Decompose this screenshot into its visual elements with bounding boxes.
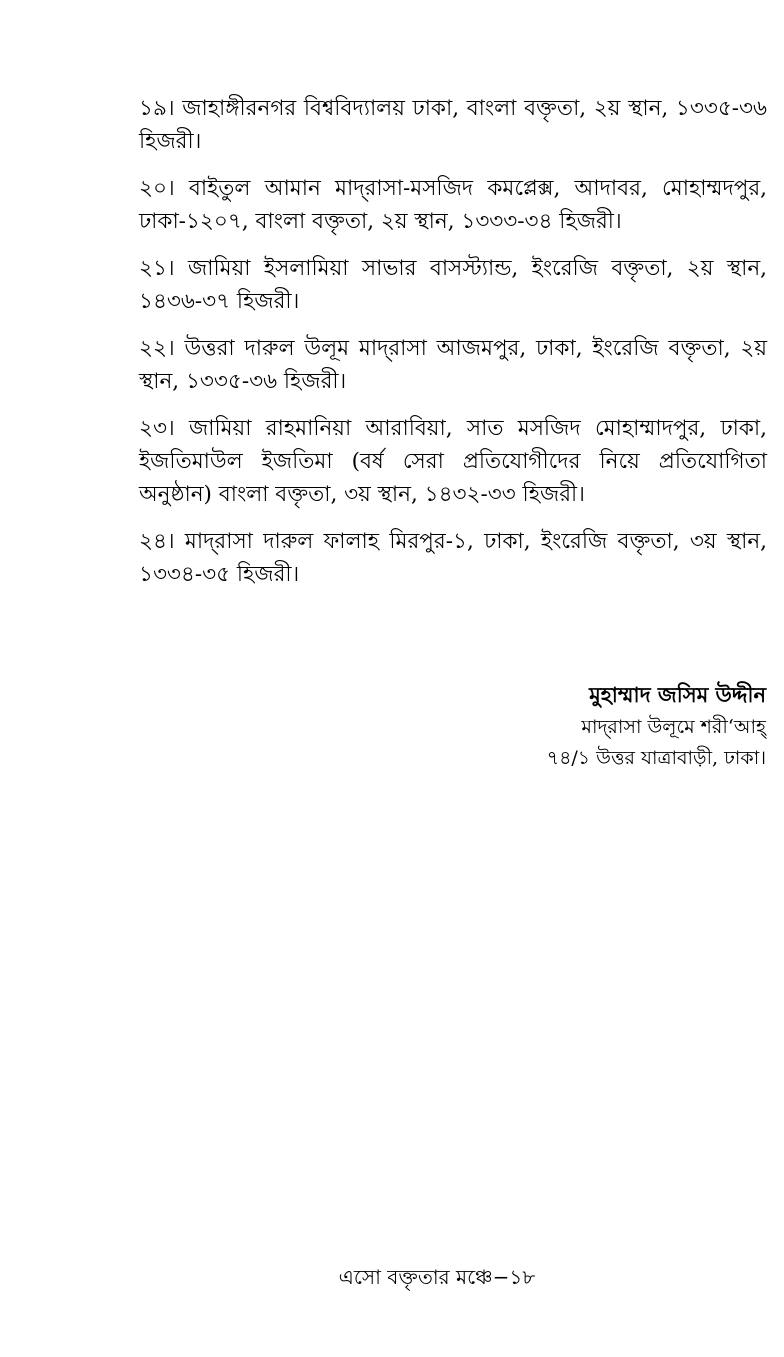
entry-list bbox=[139, 92, 767, 605]
signature-block bbox=[547, 678, 766, 774]
signature-address: ৭৪/১ উত্তর যাত্রাবাড়ী, ঢাকা। bbox=[546, 747, 766, 769]
list-item: ২১। জামিয়া ইসলামিয়া সাভার বাসস্ট্যান্ড, ইংরেজি বক্তৃতা, ২য় স্থান, ১৪৩৬-৩৭ হিজরী। bbox=[139, 256, 767, 314]
list-item: ২৩। জামিয়া রাহমানিয়া আরাবিয়া, সাত মসজিদ মোহাম্মাদপুর, ঢাকা, ইজতিমাউল ইজতিমা (বর্ষ সেরা প্রতিযোগীদের নিয়ে প্রতিযোগিতা অনুষ্ঠান) বাংলা বক্তৃতা, ৩য় স্থান, ১৪৩২-৩৩ হিজরী। bbox=[139, 416, 767, 507]
signature-institution: মাদ্‌রাসা উলূমে শরী‘আহ্ bbox=[581, 716, 766, 738]
list-item: ২০। বাইতুল আমান মাদ্‌রাসা-মসজিদ কমপ্লেক্স, আদাবর, মোহাম্মদপুর, ঢাকা-১২০৭, বাংলা বক্তৃতা, ২য় স্থান, ১৩৩৩-৩৪ হিজরী। bbox=[139, 176, 767, 234]
list-item: ২২। উত্তরা দারুল উলূম মাদ্‌রাসা আজমপুর, ঢাকা, ইংরেজি বক্তৃতা, ২য় স্থান, ১৩৩৫-৩৬ হিজরী। bbox=[139, 336, 767, 394]
signature-name: মুহাম্মাদ জসিম উদ্দীন bbox=[589, 682, 766, 707]
page-footer: এসো বক্তৃতার মঞ্চে−১৮ bbox=[338, 1265, 536, 1289]
list-item: ২৪। মাদ্‌রাসা দারুল ফালাহ মিরপুর-১, ঢাকা, ইংরেজি বক্তৃতা, ৩য় স্থান, ১৩৩৪-৩৫ হিজরী। bbox=[139, 529, 767, 587]
list-item: ১৯। জাহাঙ্গীরনগর বিশ্ববিদ্যালয় ঢাকা, বাংলা বক্তৃতা, ২য় স্থান, ১৩৩৫-৩৬ হিজরী। bbox=[139, 96, 767, 154]
